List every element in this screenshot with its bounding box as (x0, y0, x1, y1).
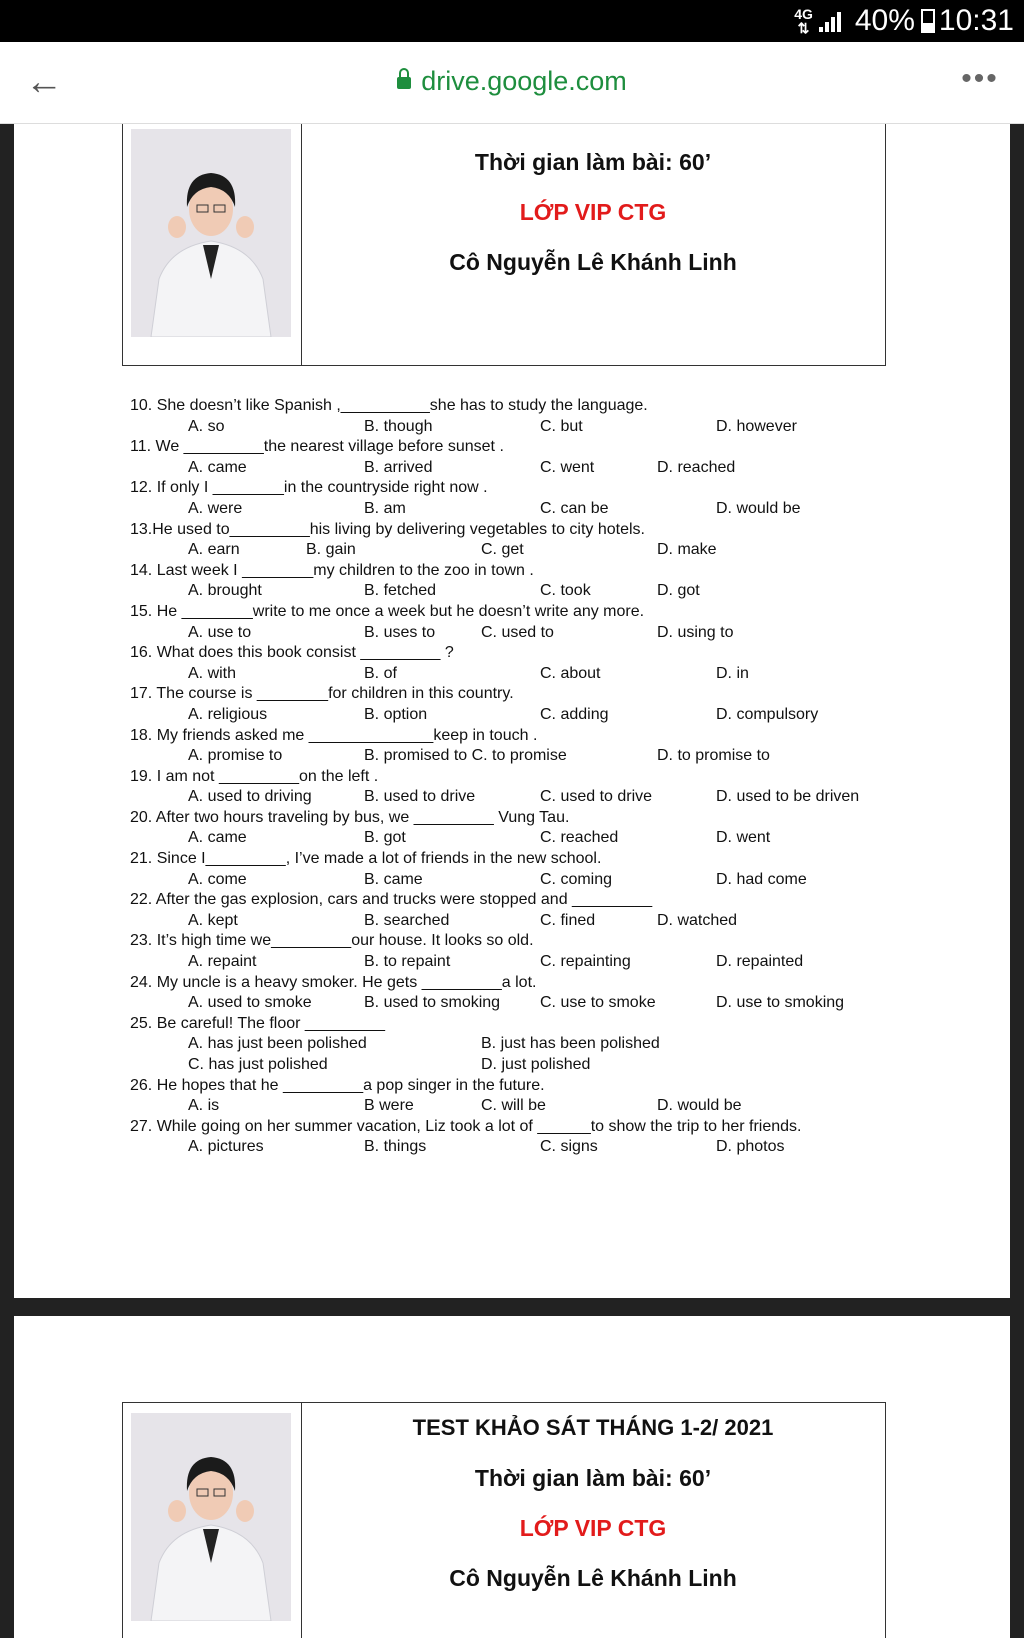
option-c: C. has just polished (188, 1056, 328, 1073)
answer-options (130, 705, 990, 726)
option-b: B. gain (306, 541, 356, 559)
option-d: D. using to (657, 623, 734, 641)
option-d: D. photos (716, 1138, 785, 1156)
option-a: A. earn (188, 541, 240, 559)
option-b: B. used to smoking (364, 994, 501, 1012)
question-text: 19. I am not _________on the left . (130, 767, 379, 785)
question-text: 26. He hopes that he _________a pop singer in the future. (130, 1076, 545, 1094)
option-d: D. got (657, 582, 700, 600)
answer-options (130, 540, 990, 561)
teacher-photo (131, 1413, 291, 1621)
question-text: 15. He ________write to me once a week but he doesn’t write any more. (130, 602, 645, 620)
option-c: C. went (540, 458, 595, 476)
option-c: C. fined (540, 911, 596, 929)
option-c: C. use to smoke (540, 994, 656, 1012)
option-a: A. brought (188, 582, 262, 600)
teacher-photo (131, 129, 291, 337)
option-c: C. took (540, 582, 591, 600)
option-a: A. religious (188, 705, 268, 723)
answer-options (130, 1055, 990, 1076)
option-a: A. promise to (188, 747, 283, 765)
option-a: A. were (188, 499, 243, 517)
battery-icon (921, 9, 935, 33)
clock: 10:31 (938, 4, 1014, 37)
option-a: A. repaint (188, 953, 257, 971)
option-a: A. used to driving (188, 788, 312, 806)
option-c: C. will be (481, 1097, 546, 1115)
question-text: 21. Since I_________, I’ve made a lot of friends in the new school. (130, 850, 602, 868)
option-b: B. am (364, 499, 406, 517)
header-box (122, 1402, 886, 1638)
test-time: Thời gian làm bài: 60’ (474, 149, 712, 175)
more-menu-button[interactable]: ••• (961, 62, 999, 95)
answer-options (130, 623, 990, 644)
answer-options (130, 993, 990, 1014)
answer-options (130, 787, 990, 808)
option-c: C. get (481, 541, 524, 559)
option-d: D. make (657, 541, 717, 559)
question-text: 27. While going on her summer vacation, Liz took a lot of ______to show the trip to her friends. (130, 1117, 802, 1135)
option-d: D. went (716, 829, 771, 847)
option-c: C. adding (540, 705, 609, 723)
network-indicator: 4G ⇅ (794, 6, 813, 36)
question-text: 25. Be careful! The floor _________ (130, 1014, 385, 1032)
option-b: B. though (364, 417, 433, 435)
option-b: B. came (364, 870, 423, 888)
answer-options (130, 828, 990, 849)
option-c: C. repainting (540, 953, 631, 971)
option-b: B were (364, 1097, 414, 1115)
answer-options (130, 581, 990, 602)
option-d: D. use to smoking (716, 994, 845, 1012)
answer-options (130, 499, 990, 520)
test-time: Thời gian làm bài: 60’ (474, 1465, 712, 1491)
option-b: B. to repaint (364, 953, 451, 971)
question-text: 14. Last week I ________my children to the zoo in town . (130, 561, 534, 579)
question-text: 22. After the gas explosion, cars and trucks were stopped and _________ (130, 891, 653, 909)
browser-toolbar (0, 42, 1024, 124)
option-d: D. watched (657, 911, 738, 929)
option-c: C. about (540, 664, 601, 682)
option-d: D. had come (716, 870, 807, 888)
header-info (301, 1403, 885, 1638)
answer-options (130, 911, 990, 932)
option-a: A. has just been polished (188, 1035, 367, 1053)
question-text: 24. My uncle is a heavy smoker. He gets _________a lot. (130, 973, 537, 991)
answer-options (130, 1096, 990, 1117)
option-d: D. just polished (481, 1056, 591, 1073)
option-b: B. got (364, 829, 406, 847)
test-title: TEST KHẢO SÁT THÁNG 1-2/ 2021 (412, 1415, 774, 1440)
option-d: D. would be (657, 1097, 742, 1115)
option-d: D. however (716, 417, 797, 435)
option-b: B. searched (364, 911, 450, 929)
photo-cell (123, 1403, 302, 1638)
question-text: 18. My friends asked me ______________keep in touch . (130, 726, 538, 744)
address-bar[interactable] (0, 66, 1024, 97)
option-a: A. kept (188, 911, 238, 929)
option-c: C. used to drive (540, 788, 653, 806)
answer-options (130, 458, 990, 479)
question-list (130, 396, 990, 1158)
question-text: 23. It’s high time we_________our house. It looks so old. (130, 932, 534, 950)
teacher-name: Cô Nguyễn Lê Khánh Linh (449, 1565, 737, 1591)
option-b: B. used to drive (364, 788, 476, 806)
option-b: B. fetched (364, 582, 437, 600)
question-text: 20. After two hours traveling by bus, we _________ Vung Tau. (130, 808, 570, 826)
document-page-2 (14, 1316, 1010, 1638)
option-d: D. in (716, 664, 749, 682)
battery-percent: 40% (854, 4, 915, 37)
option-c: C. can be (540, 499, 609, 517)
status-bar (0, 0, 1024, 42)
answer-options (130, 870, 990, 891)
option-b: B. uses to (364, 623, 436, 641)
option-b: B. of (364, 664, 397, 682)
option-d: D. used to be driven (716, 788, 860, 806)
option-d: D. repainted (716, 953, 804, 971)
class-name: LỚP VIP CTG (519, 1515, 667, 1541)
class-name: LỚP VIP CTG (519, 199, 667, 225)
question-text: 17. The course is ________for children in this country. (130, 685, 514, 703)
option-c: C. reached (540, 829, 619, 847)
option-a: A. so (188, 417, 225, 435)
answer-options (130, 417, 990, 438)
option-c: C. coming (540, 870, 613, 888)
header-box (122, 124, 886, 366)
option-b: B. just has been polished (481, 1035, 660, 1053)
option-a: A. came (188, 829, 247, 847)
answer-options (130, 664, 990, 685)
option-b-and-c: B. promised to C. to promise (364, 747, 567, 765)
answer-options (130, 952, 990, 973)
question-text: 13.He used to_________his living by delivering vegetables to city hotels. (130, 520, 645, 538)
document-page-1 (14, 124, 1010, 1298)
option-d: D. reached (657, 458, 736, 476)
option-b: B. option (364, 705, 428, 723)
option-c: C. signs (540, 1138, 598, 1156)
header-info (301, 124, 885, 365)
answer-options (130, 746, 990, 767)
teacher-name: Cô Nguyễn Lê Khánh Linh (449, 249, 737, 275)
back-button[interactable]: ← (25, 61, 63, 103)
answer-options (130, 1034, 990, 1055)
photo-cell (123, 124, 302, 365)
question-text: 11. We _________the nearest village before sunset . (130, 438, 504, 456)
option-d: D. would be (716, 499, 801, 517)
lock-icon (397, 77, 411, 89)
option-a: A. used to smoke (188, 994, 312, 1012)
question-text: 16. What does this book consist _________ ? (130, 644, 454, 662)
answer-options (130, 1137, 990, 1158)
option-d: D. to promise to (657, 747, 770, 765)
url-text: drive.google.com (421, 66, 627, 96)
option-a: A. use to (188, 623, 252, 641)
option-a: A. come (188, 870, 247, 888)
option-c: C. but (540, 417, 583, 435)
question-text: 10. She doesn’t like Spanish ,__________she has to study the language. (130, 397, 648, 414)
option-c: C. used to (481, 623, 554, 641)
option-b: B. things (364, 1138, 427, 1156)
option-b: B. arrived (364, 458, 433, 476)
signal-icon (817, 10, 841, 32)
option-a: A. with (188, 664, 237, 682)
question-text: 12. If only I ________in the countryside right now . (130, 479, 488, 497)
option-a: A. pictures (188, 1138, 264, 1156)
option-a: A. came (188, 458, 247, 476)
option-d: D. compulsory (716, 705, 819, 723)
option-a: A. is (188, 1097, 220, 1115)
